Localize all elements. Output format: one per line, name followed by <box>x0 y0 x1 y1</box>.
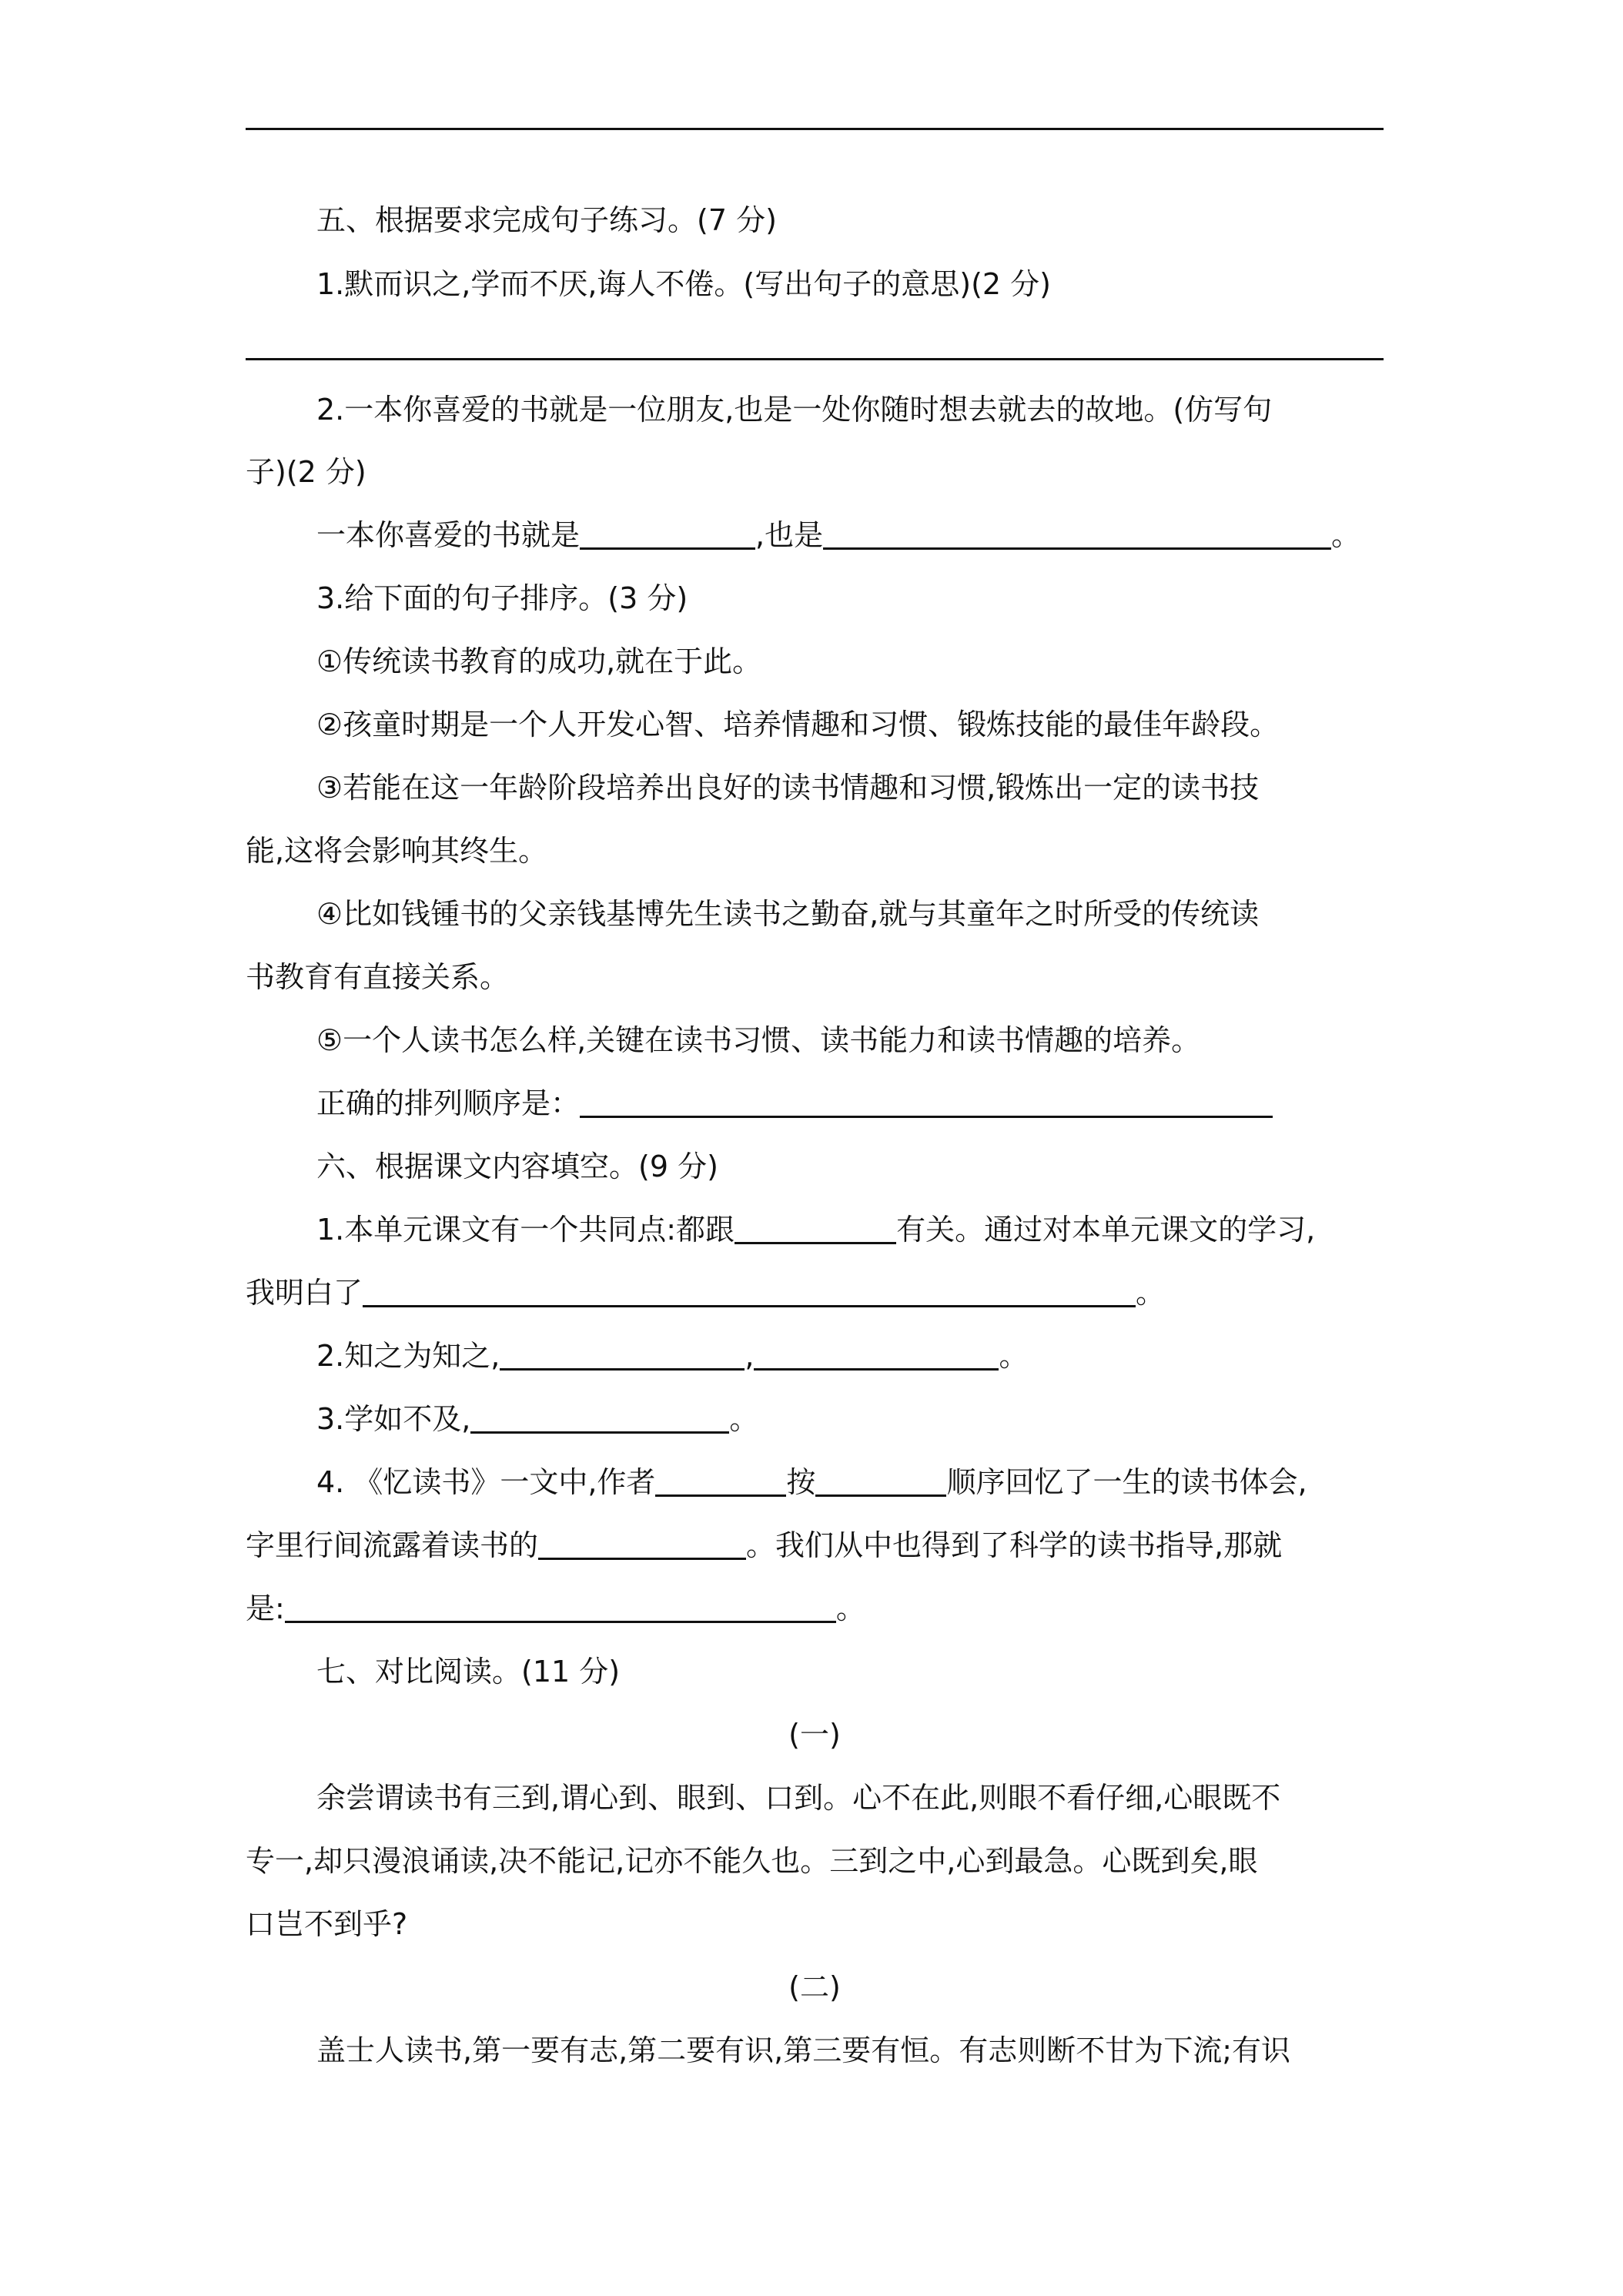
s5-q2-fill-end: 。 <box>1331 518 1361 552</box>
s5-q2-blank-1[interactable] <box>580 518 755 550</box>
s6-q4-text-f: 是: <box>246 1591 285 1625</box>
s6-q4-text-a: 4. 《忆读书》一文中,作者 <box>316 1465 656 1499</box>
s6-question-4-line2 <box>246 1528 1384 1563</box>
sentence-item-5: ⑤一个人读书怎么样,关键在读书习惯、读书能力和读书情趣的培养。 <box>316 1023 1201 1057</box>
s6-q2-text-a: 2.知之为知之, <box>316 1339 500 1373</box>
s5-q2-blank-2[interactable] <box>823 518 1331 550</box>
s6-q3-end: 。 <box>729 1402 759 1436</box>
passage-1-line3: 口岂不到乎? <box>246 1907 408 1941</box>
s6-q1-text-b: 有关。通过对本单元课文的学习, <box>896 1213 1316 1247</box>
passage-2-title: (二) <box>788 1970 841 2004</box>
sentence-item-4-line1: ④比如钱锺书的父亲钱基博先生读书之勤奋,就与其童年之时所受的传统读 <box>316 897 1260 931</box>
section-7-heading: 七、对比阅读。(11 分) <box>316 1655 621 1689</box>
s6-q3-blank[interactable] <box>470 1402 729 1434</box>
s6-question-1-line2 <box>246 1275 1384 1310</box>
s6-q2-blank-1[interactable] <box>500 1339 745 1371</box>
s6-question-2 <box>246 1338 1384 1374</box>
s6-q4-blank-2[interactable] <box>815 1465 946 1497</box>
sentence-item-2: ②孩童时期是一个人开发心智、培养情趣和习惯、锻炼技能的最佳年龄段。 <box>316 708 1280 741</box>
s6-q4-text-b: 按 <box>786 1465 816 1499</box>
s6-question-3 <box>246 1401 1384 1437</box>
sentence-item-3-line2: 能,这将会影响其终生。 <box>246 834 548 868</box>
sentence-item-4-line2: 书教育有直接关系。 <box>246 960 510 994</box>
s6-question-1-line1 <box>246 1212 1384 1247</box>
passage-1-title: (一) <box>788 1718 841 1752</box>
s5-question-1: 1.默而识之,学而不厌,诲人不倦。(写出句子的意思)(2 分) <box>316 267 1051 301</box>
s6-q2-text-b: , <box>745 1339 755 1373</box>
s6-question-4-line3 <box>246 1591 1384 1626</box>
header-rule <box>246 128 1384 130</box>
s6-q1-end: 。 <box>1136 1276 1166 1310</box>
s5-question-3: 3.给下面的句子排序。(3 分) <box>316 581 688 615</box>
s6-q4-blank-3[interactable] <box>538 1528 746 1560</box>
s6-q1-blank-2[interactable] <box>363 1276 1136 1307</box>
s6-question-4-line1 <box>246 1464 1384 1500</box>
s6-q1-blank-1[interactable] <box>735 1213 896 1244</box>
s5-q2-fill-middle: ,也是 <box>755 518 824 552</box>
s6-q2-end: 。 <box>999 1339 1029 1373</box>
s6-q1-text-a: 1.本单元课文有一个共同点:都跟 <box>316 1213 735 1247</box>
s6-q4-end: 。 <box>835 1591 865 1625</box>
s5-q1-answer-line[interactable] <box>246 358 1384 360</box>
order-answer-blank[interactable] <box>580 1086 1273 1118</box>
section-5-heading: 五、根据要求完成句子练习。(7 分) <box>316 203 777 237</box>
s6-q4-text-e: 。我们从中也得到了科学的读书指导,那就 <box>746 1528 1283 1562</box>
s6-q2-blank-2[interactable] <box>754 1339 999 1371</box>
sentence-item-3-line1: ③若能在这一年龄阶段培养出良好的读书情趣和习惯,锻炼出一定的读书技 <box>316 771 1260 805</box>
passage-1-line2: 专一,却只漫浪诵读,决不能记,记亦不能久也。三到之中,心到最急。心既到矣,眼 <box>246 1844 1258 1878</box>
sentence-item-1: ①传统读书教育的成功,就在于此。 <box>316 644 762 678</box>
passage-1-line1: 余尝谓读书有三到,谓心到、眼到、口到。心不在此,则眼不看仔细,心眼既不 <box>316 1781 1281 1815</box>
passage-2-line1: 盖士人读书,第一要有志,第二要有识,第三要有恒。有志则断不甘为下流;有识 <box>316 2033 1291 2067</box>
s6-q3-text-a: 3.学如不及, <box>316 1402 471 1436</box>
s5-question-2-line2: 子)(2 分) <box>246 455 366 489</box>
section-6-heading: 六、根据课文内容填空。(9 分) <box>316 1150 718 1183</box>
s6-q4-blank-1[interactable] <box>655 1465 786 1497</box>
order-label: 正确的排列顺序是： <box>316 1086 581 1120</box>
s6-q4-text-d: 字里行间流露着读书的 <box>246 1528 539 1562</box>
s6-q1-text-c: 我明白了 <box>246 1276 363 1310</box>
s5-q2-fill-prefix: 一本你喜爱的书就是 <box>316 518 581 552</box>
s6-q4-text-c: 顺序回忆了一生的读书体会, <box>946 1465 1307 1499</box>
s6-q4-blank-4[interactable] <box>285 1591 836 1623</box>
s5-order-answer <box>246 1086 1384 1121</box>
s5-q2-imitation-fill <box>246 517 1384 553</box>
s5-question-2-line1: 2.一本你喜爱的书就是一位朋友,也是一处你随时想去就去的故地。(仿写句 <box>316 393 1273 427</box>
